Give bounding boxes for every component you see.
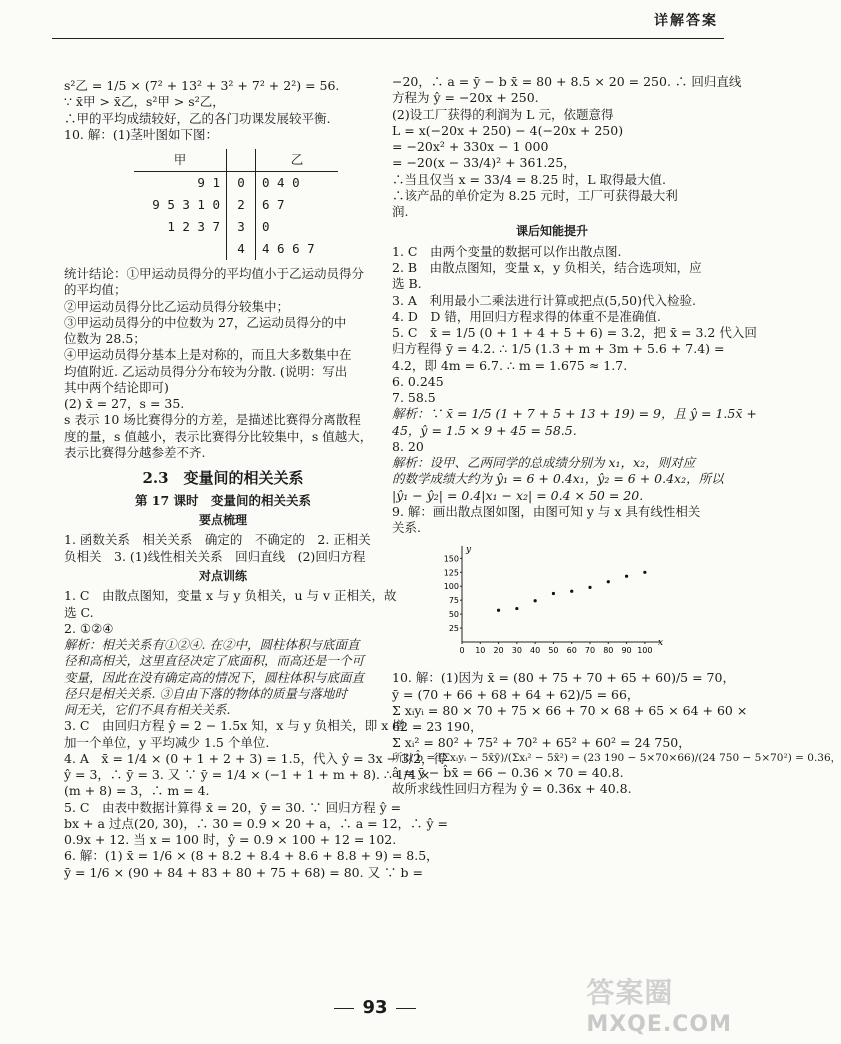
text-line: 的平均值； — [64, 282, 127, 298]
y-axis-label: y — [466, 545, 472, 556]
variance-conclusion — [64, 78, 382, 127]
text-line: 表示比赛得分越参差不齐. — [64, 444, 206, 460]
text-line: 润. — [392, 204, 409, 219]
x-tick-label: 30 — [511, 646, 522, 656]
stem-header-left: 甲 — [134, 149, 227, 172]
data-point — [534, 599, 537, 602]
stem-value: 2 — [227, 194, 256, 216]
text-line: 归方程得 ȳ = 4.2. ∴ 1/5 (1.3 + m + 3m + 5.6 + 7.4) = — [392, 341, 725, 357]
y-tick-label: 75 — [448, 596, 459, 606]
data-point — [607, 581, 610, 584]
header-label: 详解答案 — [654, 13, 718, 29]
text-line: 间无关，它们不具有相关关系. — [64, 702, 231, 718]
x-tick-label: 80 — [603, 646, 614, 656]
lesson-title: 第 17 课时 变量间的相关关系 — [134, 492, 312, 508]
y-tick-label: 50 — [448, 610, 459, 620]
data-point — [588, 586, 591, 589]
text-line: 3. C 由回归方程 ŷ = 2 − 1.5x 知，x 与 y 负相关，即 x 增 — [64, 718, 405, 734]
stem-row — [134, 172, 338, 195]
key-points-title: 要点梳理 — [198, 512, 247, 527]
section-title: 2.3 变量间的相关关系 — [142, 469, 304, 487]
text-line: 62 = 23 190， — [392, 719, 483, 735]
stem-leaf-plot — [134, 149, 338, 260]
watermark-line1: 答案圈 — [586, 976, 674, 1010]
stem-leaf-right: 6 7 — [262, 196, 285, 212]
x-tick-label: 40 — [530, 646, 541, 656]
text-line: s²乙 = 1/5 × (7² + 13² + 3² + 7² + 2²) = 56. — [64, 78, 340, 93]
stem-leaf-left — [134, 238, 227, 260]
text-line: ∴当且仅当 x = 33/4 = 8.25 时，L 取得最大值. — [392, 171, 666, 187]
q10-intro: 10. 解：(1)茎叶图如下图： — [64, 126, 219, 142]
stem-value: 3 — [227, 216, 256, 238]
y-tick-label: 25 — [448, 624, 459, 634]
text-line: Σ xᵢyᵢ = 80 × 70 + 75 × 66 + 70 × 68 + 65 × 64 + 60 × — [392, 702, 748, 718]
x-tick-label: 90 — [621, 646, 632, 656]
text-line: 0.9x + 12. 当 x = 100 时，ŷ = 0.9 × 100 + 12 = 102. — [64, 832, 397, 848]
text-line: ③甲运动员得分的中位数为 27，乙运动员得分的中 — [64, 314, 347, 330]
text-line: = −20(x − 33/4)² + 361.25， — [392, 155, 576, 171]
text-line: 5. C x̄ = 1/5 (0 + 1 + 4 + 5 + 6) = 3.2，把 x̄ = 3.2 代入回 — [392, 325, 757, 341]
after-class-title: 课后知能提升 — [515, 224, 588, 239]
text-line: 选 C. — [64, 604, 94, 620]
x-tick-label: 0 — [459, 646, 465, 656]
data-point — [515, 607, 518, 610]
after-class-answers — [392, 243, 757, 537]
text-line: ④甲运动员得分基本上是对称的，而且大多数集中在 — [64, 347, 352, 363]
text-line: ȳ = 1/6 × (90 + 84 + 83 + 80 + 75 + 68) = 80. 又 ∵ b = — [64, 864, 423, 880]
text-line: (2)设工厂获得的利润为 L 元，依题意得 — [392, 106, 614, 122]
text-line: 45，ŷ = 1.5 × 9 + 45 = 58.5. — [392, 422, 577, 438]
text-line: 1. C 由两个变量的数据可以作出散点图. — [392, 243, 622, 259]
stem-leaf-right: 4 6 6 7 — [262, 240, 315, 256]
watermark-logo — [586, 975, 732, 1040]
text-line: 解析：设甲、乙两同学的总成绩分别为 x₁，x₂，则对应 — [392, 455, 696, 471]
text-line: 4.2，即 4m = 6.7. ∴ m = 1.675 ≈ 1.7. — [392, 357, 628, 373]
text-line: 6. 0.245 — [392, 373, 444, 389]
text-line: 4. A x̄ = 1/4 × (0 + 1 + 2 + 3) = 1.5，代入 ŷ = 3x − 3/2，得 — [64, 750, 447, 766]
data-point — [570, 590, 573, 593]
text-line: ②甲运动员得分比乙运动员得分较集中； — [64, 298, 290, 314]
stem-leaf-right: 0 — [262, 218, 270, 234]
text-line: 2. B 由散点图知，变量 x，y 负相关，结合选项知，应 — [392, 260, 702, 276]
text-line: 3. A 利用最小二乘法进行计算或把点(5,50)代入检验. — [392, 292, 696, 308]
text-line: (m + 8) = 3，∴ m = 4. — [64, 783, 210, 799]
stem-header-right: 乙 — [256, 149, 339, 172]
text-line: 8. 20 — [392, 438, 424, 454]
text-line: 的数学成绩大约为 ŷ₁ = 6 + 0.4x₁，ŷ₂ = 6 + 0.4x₂，所以 — [392, 471, 724, 487]
text-line: (2) x̄ = 27，s = 35. — [64, 396, 185, 411]
text-line: 选 B. — [392, 276, 422, 292]
training-title: 对点训练 — [198, 568, 247, 583]
data-point — [625, 575, 628, 578]
text-line: 故所求线性回归方程为 ŷ = 0.36x + 40.8. — [392, 781, 632, 797]
text-line: 方程为 ŷ = −20x + 250. — [392, 90, 539, 106]
text-line: 统计结论：①甲运动员得分的平均值小于乙运动员得分 — [64, 266, 365, 281]
data-point — [497, 609, 500, 612]
text-line: s 表示 10 场比赛得分的方差，是描述比赛得分离散程 — [64, 412, 361, 428]
text-line: L = x(−20x + 250) − 4(−20x + 250) — [392, 122, 624, 138]
data-point — [643, 571, 646, 574]
page-number-text: 93 — [362, 997, 388, 1018]
text-line: 解析：∵ x̄ = 1/5 (1 + 7 + 5 + 13 + 19) = 9，且 ŷ = 1.5x̄ + — [392, 406, 757, 422]
text-line: 度的量，s 值越小，表示比赛得分比较集中，s 值越大， — [64, 428, 373, 444]
text-line: = −20x² + 330x − 1 000 — [392, 139, 549, 154]
text-line: |ŷ₁ − ŷ₂| = 0.4|x₁ − x₂| = 0.4 × 50 = 20. — [392, 487, 644, 503]
text-line: 变量，因此在没有确定高的情况下，圆柱体积与底面直 — [64, 669, 365, 685]
text-line: ȳ = (70 + 66 + 68 + 64 + 62)/5 = 66， — [392, 686, 640, 702]
right-column — [392, 74, 841, 798]
text-line: 10. 解：(1)因为 x̄ = (80 + 75 + 70 + 65 + 60)/5 = 70， — [392, 670, 735, 686]
stem-row — [134, 194, 338, 216]
text-line: 1. 函数关系 相关关系 确定的 不确定的 2. 正相关 — [64, 532, 371, 548]
text-line: 径和高相关，这里直径决定了底面积，而高还是一个可 — [64, 653, 365, 669]
text-line: ŷ = 3，∴ ȳ = 3. 又 ∵ ȳ = 1/4 × (−1 + 1 + m + 8). ∴ 1/4 × — [64, 767, 431, 783]
y-tick-label: 100 — [443, 582, 459, 592]
stem-value: 4 — [227, 238, 256, 260]
text-line: −20，∴ a = ȳ − b x̄ = 80 + 8.5 × 20 = 250. ∴ 回归直线 — [392, 74, 742, 89]
stem-row — [134, 216, 338, 238]
scatter-plot — [436, 542, 666, 664]
text-line: 径只是相关关系. ③自由下落的物体的质量与落地时 — [64, 685, 347, 701]
text-line: bx + a 过点(20, 30)，∴ 30 = 0.9 × 20 + a，∴ a = 12，∴ ŷ = — [64, 815, 449, 831]
text-line: 关系. — [392, 520, 421, 536]
q10-regression — [392, 670, 841, 797]
x-tick-label: 60 — [566, 646, 577, 656]
text-line: 7. 58.5 — [392, 390, 436, 406]
q10-answer — [64, 266, 382, 461]
x-tick-label: 100 — [637, 646, 653, 656]
text-line: Σ xᵢ² = 80² + 75² + 70² + 65² + 60² = 24 750， — [392, 735, 691, 751]
text-line: 5. C 由表中数据计算得 x̄ = 20，ȳ = 30. ∵ 回归方程 ŷ = — [64, 799, 402, 815]
x-tick-label: 10 — [475, 646, 486, 656]
text-line: 其中两个结论即可) — [64, 379, 169, 395]
y-tick-label: 125 — [443, 568, 459, 578]
text-line: 均值附近. 乙运动员得分分布较为分散. (说明：写出 — [64, 363, 348, 379]
stem-leaf-left: 9 1 — [197, 174, 220, 190]
stem-leaf-left: 9 5 3 1 0 — [152, 196, 220, 212]
text-line: 解析：相关关系有①②④. 在②中，圆柱体积与底面直 — [64, 637, 360, 653]
x-tick-label: 50 — [548, 646, 559, 656]
data-point — [552, 592, 555, 595]
text-line: 所以 b̂ = (Σxᵢyᵢ − 5x̄ȳ)/(Σxᵢ² − 5x̄²) = (23 190 − 5×70×66)/(24 750 − 5×70²) = 0.36， — [392, 751, 841, 764]
stem-value: 0 — [227, 172, 256, 195]
text-line: 位数为 28.5； — [64, 331, 146, 346]
header-rule — [52, 38, 724, 39]
text-line: 2. ①②④ — [64, 620, 114, 636]
x-axis-label: x — [658, 638, 664, 649]
text-line: ∴该产品的单价定为 8.25 元时，工厂可获得最大利 — [392, 187, 678, 203]
text-line: ∴甲的平均成绩较好，乙的各门功课发展较平衡. — [64, 110, 331, 126]
x-tick-label: 20 — [493, 646, 504, 656]
text-line: 6. 解：(1) x̄ = 1/6 × (8 + 8.2 + 8.4 + 8.6 + 8.8 + 9) = 8.5， — [64, 848, 439, 864]
text-line: 4. D D 错，用回归方程求得的体重不是准确值. — [392, 308, 661, 324]
watermark-line2: MXQE.COM — [586, 1012, 732, 1038]
stem-leaf-right: 0 4 0 — [262, 174, 300, 190]
text-line: 加一个单位，y 平均减少 1.5 个单位. — [64, 734, 270, 750]
stem-leaf-left: 1 2 3 7 — [167, 218, 220, 234]
text-line: ∵ x̄甲 > x̄乙，s²甲 > s²乙， — [64, 94, 225, 110]
text-line: 负相关 3. (1)线性相关关系 回归直线 (2)回归方程 — [64, 548, 366, 564]
q6-continued — [392, 74, 742, 220]
text-line: 1. C 由散点图知，变量 x 与 y 负相关，u 与 v 正相关，故 — [64, 588, 397, 604]
text-line: 9. 解：画出散点图如图，由图可知 y 与 x 具有线性相关 — [392, 503, 701, 519]
stem-header-stem — [227, 149, 256, 172]
x-tick-label: 70 — [584, 646, 596, 656]
y-tick-label: 150 — [443, 554, 459, 564]
stem-row — [134, 238, 338, 260]
text-line: â = ȳ − b̂x̄ = 66 − 0.36 × 70 = 40.8. — [392, 765, 624, 781]
